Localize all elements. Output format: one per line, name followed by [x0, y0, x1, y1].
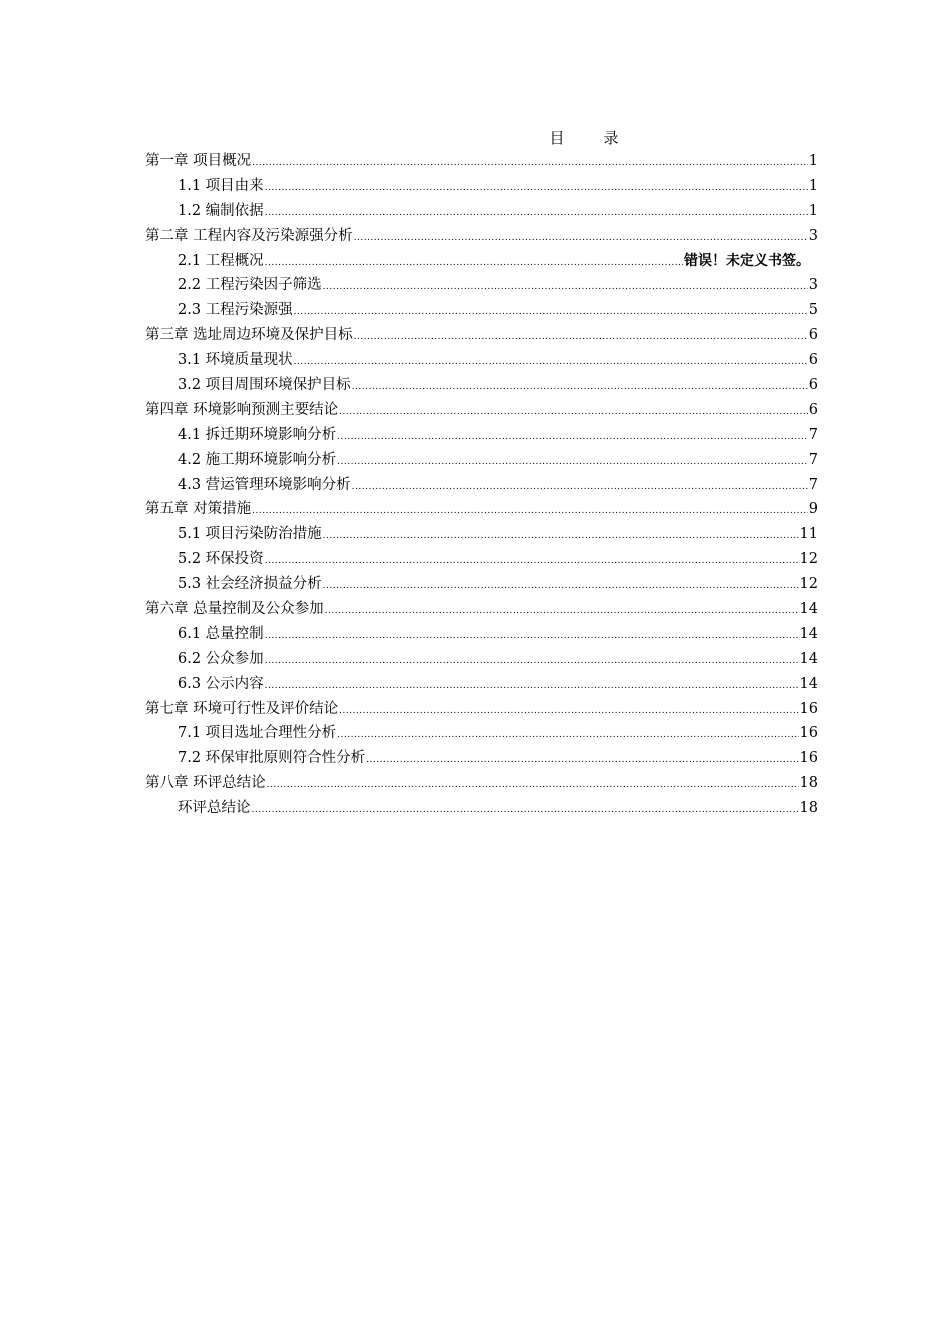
toc-section-entry[interactable]: [145, 174, 818, 199]
toc-dot-leader: [252, 151, 808, 176]
toc-entry-label: 第六章 总量控制及公众参加: [145, 601, 324, 618]
toc-chapter-entry[interactable]: [145, 323, 818, 348]
toc-page-number: 14: [799, 675, 818, 692]
toc-entry-label: 4.2 施工期环境影响分析: [178, 451, 337, 468]
toc-dot-leader: [265, 624, 799, 649]
toc-section-entry[interactable]: [145, 423, 818, 448]
toc-entry-label: 2.1 工程概况: [178, 252, 264, 269]
toc-entry-label: 第三章 选址周边环境及保护目标: [145, 327, 353, 344]
toc-dot-leader: [325, 599, 799, 624]
toc-entry-label: 5.3 社会经济损益分析: [178, 576, 322, 593]
toc-entry-label: 6.2 公众参加: [178, 650, 264, 667]
toc-page-number: 3: [808, 277, 818, 294]
toc-page-number: 16: [799, 750, 818, 767]
toc-dot-leader: [354, 226, 808, 251]
toc-section-entry[interactable]: [145, 348, 818, 373]
toc-page-number: 12: [799, 551, 818, 568]
toc-chapter-entry[interactable]: [145, 497, 818, 522]
toc-entry-label: 第二章 工程内容及污染源强分析: [145, 227, 353, 244]
toc-dot-leader: [265, 649, 799, 674]
toc-chapter-entry[interactable]: [145, 224, 818, 249]
toc-section-entry[interactable]: [145, 448, 818, 473]
toc-page-number: 3: [808, 227, 818, 244]
toc-section-entry[interactable]: [145, 199, 818, 224]
toc-entry-label: 第八章 环评总结论: [145, 775, 266, 792]
toc-section-entry[interactable]: [145, 572, 818, 597]
toc-page-number: 18: [799, 800, 818, 817]
toc-dot-leader: [265, 251, 683, 276]
toc-dot-leader: [252, 499, 808, 524]
toc-title: 目 录: [549, 129, 631, 147]
toc-entry-label: 环评总结论: [178, 800, 251, 817]
toc-page-number: 14: [799, 625, 818, 642]
toc-list: [145, 149, 818, 821]
toc-dot-leader: [354, 325, 808, 350]
toc-page-number: 1: [808, 153, 818, 169]
toc-page-number: 14: [799, 601, 818, 618]
toc-section-entry[interactable]: [145, 721, 818, 746]
toc-dot-leader: [294, 300, 808, 325]
toc-dot-leader: [352, 475, 808, 500]
toc-dot-leader: [323, 574, 799, 599]
toc-entry-label: 4.3 营运管理环境影响分析: [178, 476, 351, 493]
toc-dot-leader: [267, 773, 799, 798]
toc-dot-leader: [265, 201, 808, 226]
toc-page-number: 16: [799, 725, 818, 742]
toc-entry-label: 6.1 总量控制: [178, 625, 264, 642]
toc-section-entry[interactable]: [145, 547, 818, 572]
toc-dot-leader: [323, 275, 808, 300]
toc-section-entry[interactable]: [145, 647, 818, 672]
toc-dot-leader: [352, 375, 808, 400]
toc-entry-label: 1.2 编制依据: [178, 202, 264, 219]
toc-section-entry[interactable]: [145, 746, 818, 771]
toc-page-number: 18: [799, 775, 818, 792]
toc-entry-label: 2.3 工程污染源强: [178, 302, 293, 319]
toc-section-entry[interactable]: [145, 298, 818, 323]
toc-dot-leader: [337, 425, 808, 450]
toc-dot-leader: [252, 798, 799, 823]
toc-chapter-entry[interactable]: [145, 149, 818, 174]
toc-page-number: 1: [808, 202, 818, 219]
toc-chapter-entry[interactable]: [145, 398, 818, 423]
toc-entry-label: 第一章 项目概况: [145, 153, 252, 169]
toc-page-number: 12: [799, 576, 818, 593]
toc-dot-leader: [337, 723, 798, 748]
toc-page-number: 6: [808, 352, 818, 369]
toc-section-entry[interactable]: [145, 373, 818, 398]
toc-entry-label: 第七章 环境可行性及评价结论: [145, 700, 339, 717]
toc-dot-leader: [294, 350, 808, 375]
toc-page-number: 7: [808, 476, 818, 493]
toc-section-entry[interactable]: [145, 249, 818, 274]
toc-page-number: 6: [808, 401, 818, 418]
toc-page-number: 16: [799, 700, 818, 717]
toc-page-number: 7: [808, 426, 818, 443]
toc-page-number: 7: [808, 451, 818, 468]
toc-page-number: 1: [808, 177, 818, 194]
toc-entry-label: 4.1 拆迁期环境影响分析: [178, 426, 337, 443]
toc-section-entry[interactable]: [145, 672, 818, 697]
toc-entry-label: 6.3 公示内容: [178, 675, 264, 692]
toc-dot-leader: [265, 549, 799, 574]
toc-entry-label: 3.2 项目周围环境保护目标: [178, 377, 351, 394]
toc-entry-label: 5.1 项目污染防治措施: [178, 526, 322, 543]
toc-section-entry[interactable]: [145, 273, 818, 298]
toc-page-number: 14: [799, 650, 818, 667]
toc-dot-leader: [337, 450, 808, 475]
toc-dot-leader: [323, 524, 799, 549]
toc-section-entry[interactable]: [145, 473, 818, 498]
toc-section-entry[interactable]: [145, 796, 818, 821]
toc-dot-leader: [265, 176, 808, 201]
toc-page-number: 6: [808, 377, 818, 394]
toc-entry-label: 3.1 环境质量现状: [178, 352, 293, 369]
toc-entry-label: 7.1 项目选址合理性分析: [178, 725, 337, 742]
toc-section-entry[interactable]: [145, 622, 818, 647]
toc-chapter-entry[interactable]: [145, 697, 818, 722]
toc-dot-leader: [366, 748, 798, 773]
toc-dot-leader: [265, 674, 799, 699]
toc-page-number: 5: [808, 302, 818, 319]
toc-chapter-entry[interactable]: [145, 771, 818, 796]
toc-dot-leader: [339, 400, 808, 425]
toc-entry-label: 2.2 工程污染因子筛选: [178, 277, 322, 294]
toc-entry-label: 第四章 环境影响预测主要结论: [145, 401, 339, 418]
toc-entry-label: 5.2 环保投资: [178, 551, 264, 568]
toc-dot-leader: [339, 699, 798, 724]
toc-error-text: 错误！未定义书签。: [684, 252, 810, 269]
toc-entry-label: 1.1 项目由来: [178, 177, 264, 194]
toc-section-entry[interactable]: [145, 522, 818, 547]
toc-page-number: 11: [799, 526, 818, 543]
toc-entry-label: 第五章 对策措施: [145, 501, 252, 518]
toc-page-number: 6: [808, 327, 818, 344]
toc-entry-label: 7.2 环保审批原则符合性分析: [178, 750, 366, 767]
toc-page-number: 9: [808, 501, 818, 518]
toc-chapter-entry[interactable]: [145, 597, 818, 622]
